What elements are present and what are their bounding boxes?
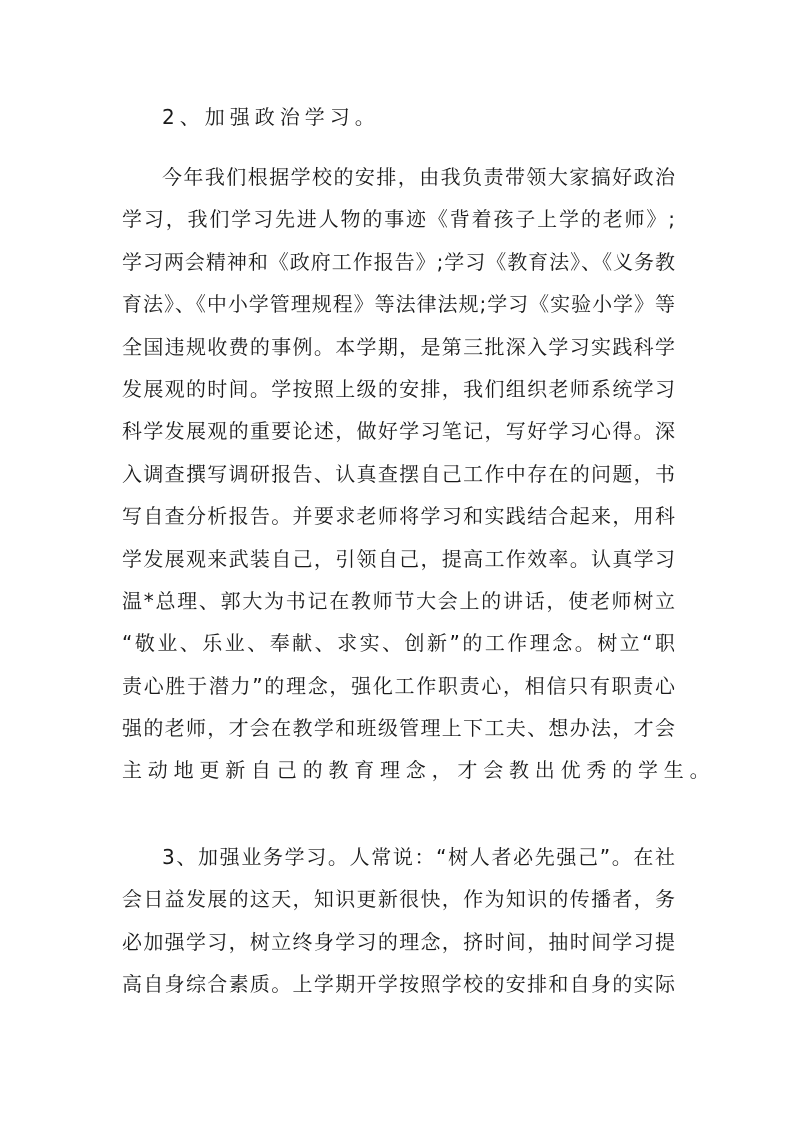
text-line: 高自身综合素质。上学期开学按照学校的安排和自身的实际 [122,972,675,997]
text-line: 责心胜于潜力”的理念，强化工作职责心，相信只有职责心 [122,673,675,698]
text-line: 学习，我们学习先进人物的事迹《背着孩子上学的老师》; [122,207,675,232]
text-line: 3、加强业务学习。人常说：“树人者必先强己”。在社 [162,845,675,869]
section-heading: 2、加强政治学习。 [162,105,380,129]
text-line: 发展观的时间。学按照上级的安排，我们组织老师系统学习 [122,376,675,401]
text-line: 育法》、《中小学管理规程》等法律法规;学习《实验小学》等 [122,292,675,317]
text-line: “敬业、乐业、奉献、求实、创新”的工作理念。树立“职 [122,631,675,656]
text-line: 学发展观来武装自己，引领自己，提高工作效率。认真学习 [122,546,675,571]
text-line: 科学发展观的重要论述，做好学习笔记，写好学习心得。深 [122,419,675,444]
text-line: 必加强学习，树立终身学习的理念，挤时间，抽时间学习提 [122,929,675,954]
text-line: 今年我们根据学校的安排，由我负责带领大家搞好政治 [162,165,675,189]
text-line: 会日益发展的这天，知识更新很快，作为知识的传播者，务 [122,887,675,912]
text-line: 强的老师，才会在教学和班级管理上下工夫、想办法，才会 [122,716,675,741]
paragraph-professional-study [122,836,675,1006]
text-line: 写自查分析报告。并要求老师将学习和实践结合起来，用科 [122,504,675,529]
text-line: 入调查撰写调研报告、认真查摆自己工作中存在的问题，书 [122,461,675,486]
text-line: 学习两会精神和《政府工作报告》;学习《教育法》、《义务教 [122,249,675,274]
text-line: 全国违规收费的事例。本学期，是第三批深入学习实践科学 [122,334,675,359]
paragraph-political-study [122,156,716,792]
text-line: 主动地更新自己的教育理念，才会教出优秀的学生。 [122,758,716,783]
text-line: 温*总理、郭大为书记在教师节大会上的讲话，使老师树立 [122,588,675,613]
